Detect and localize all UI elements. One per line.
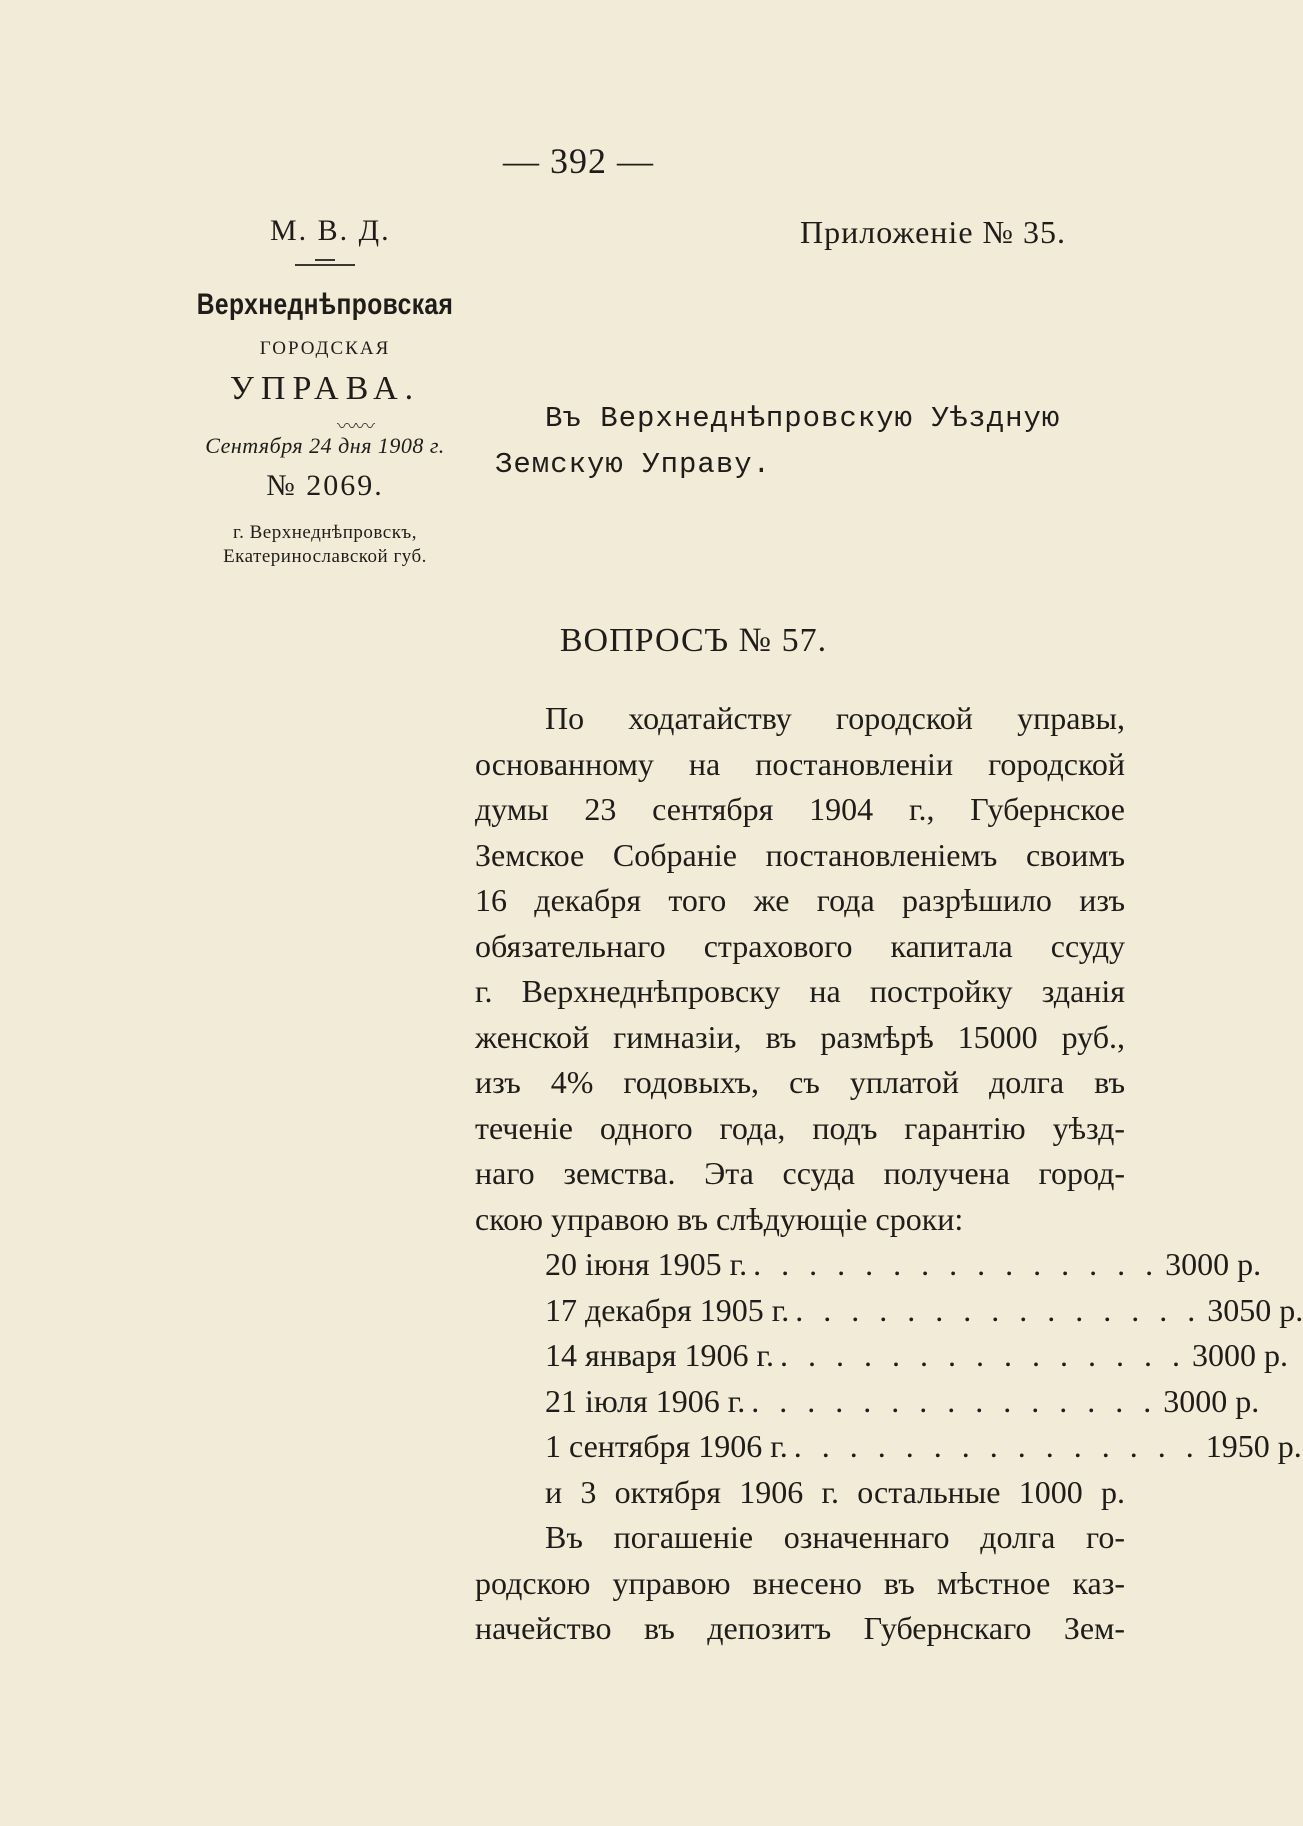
place-line: Екатеринославской губ. [223,546,427,567]
payment-final-row [475,1470,1125,1516]
letter-date: Сентября 24 дня 1908 г. [205,433,445,458]
wave-ornament: 〰〰 [337,416,373,438]
question-title: ВОПРОСЪ № 57. [559,622,828,659]
page-number: — 392 — [503,141,654,181]
addressee-line: Земскую Управу. [495,448,772,481]
leader-dots: . . . . . . . . . . . . . . . [793,1428,1200,1464]
letterhead [160,214,490,569]
payment-schedule [475,1242,1303,1470]
text-line: начейство въ депозитъ Губернскаго Зем- [475,1610,1125,1646]
payment-date: 20 іюня 1905 г. [545,1246,748,1282]
payment-date: 21 іюля 1906 г. [545,1382,746,1419]
ornament-rule [295,264,355,266]
payment-amount: 3050 р. [1207,1291,1303,1328]
payment-row [475,1379,1260,1425]
text-line: думы 23 сентября 1904 г., Губернское [475,791,1125,827]
text-line: 16 декабря того же года разрѣшило изъ [475,882,1125,918]
body-text [475,696,1303,1652]
text-line: теченіе одного года, подъ гарантію уѣзд- [475,1109,1125,1146]
text-line: Земское Собраніе постановленіемъ своимъ [475,836,1125,873]
payment-final [475,1470,1125,1516]
text-line: женской гимназіи, въ размѣрѣ 15000 руб., [475,1018,1125,1055]
board-type: ГОРОДСКАЯ [259,338,391,359]
leader-dots: . . . . . . . . . . . . . . . [795,1291,1202,1328]
appendix-label: Приложеніе № 35. [800,214,1067,250]
text-line: родскою управою внесено въ мѣстное каз- [475,1564,1125,1601]
payment-amount: 3000 р. [1165,1246,1262,1282]
text-line: обязательнаго страхового капитала ссуду [475,927,1125,964]
addressee-line: Въ Верхнеднѣпровскую Уѣздную [545,402,1061,435]
payment-date: 14 января 1906 г. [545,1337,774,1373]
payment-row [475,1424,1302,1470]
payment-final-text: и 3 октября 1906 г. остальные 1000 р. [545,1473,1125,1510]
ministry-abbreviation: М. В. Д. [270,214,391,247]
place-of-issue [160,521,490,569]
text-line: наго земства. Эта ссуда получена город- [475,1155,1125,1191]
leader-dots: . . . . . . . . . . . . . . . [753,1246,1160,1282]
board-name: Верхнеднѣпровская [196,288,454,321]
text-line: г. Верхнеднѣпровску на постройку зданія [475,973,1125,1009]
payment-amount: 1950 р. [1205,1428,1302,1464]
text-line: По ходатайству городской управы, [545,700,1125,736]
payment-row [475,1288,1303,1334]
text-line: скою управою въ слѣдующіе сроки: [475,1200,964,1237]
payment-amount: 3000 р. [1191,1337,1288,1373]
payment-row [475,1242,1262,1288]
paragraph-1 [475,696,1125,1242]
place-line: г. Верхнеднѣпровскъ, [232,522,418,543]
text-line: изъ 4% годовыхъ, съ уплатой долга въ [475,1064,1125,1100]
payment-date: 1 сентября 1906 г. [545,1428,788,1464]
leader-dots: . . . . . . . . . . . . . . . [779,1337,1186,1373]
payment-date: 17 декабря 1905 г. [545,1291,790,1328]
document-number: № 2069. [266,469,384,502]
addressee [495,396,1135,488]
board-word: УПРАВА. [229,370,421,407]
text-line: Въ погашеніе означеннаго долга го- [545,1519,1125,1555]
leader-dots: . . . . . . . . . . . . . . . [751,1382,1158,1419]
payment-row [475,1333,1288,1379]
text-line: основанному на постановленіи городской [475,745,1125,782]
payment-amount: 3000 р. [1163,1382,1260,1419]
paragraph-2 [475,1515,1125,1652]
